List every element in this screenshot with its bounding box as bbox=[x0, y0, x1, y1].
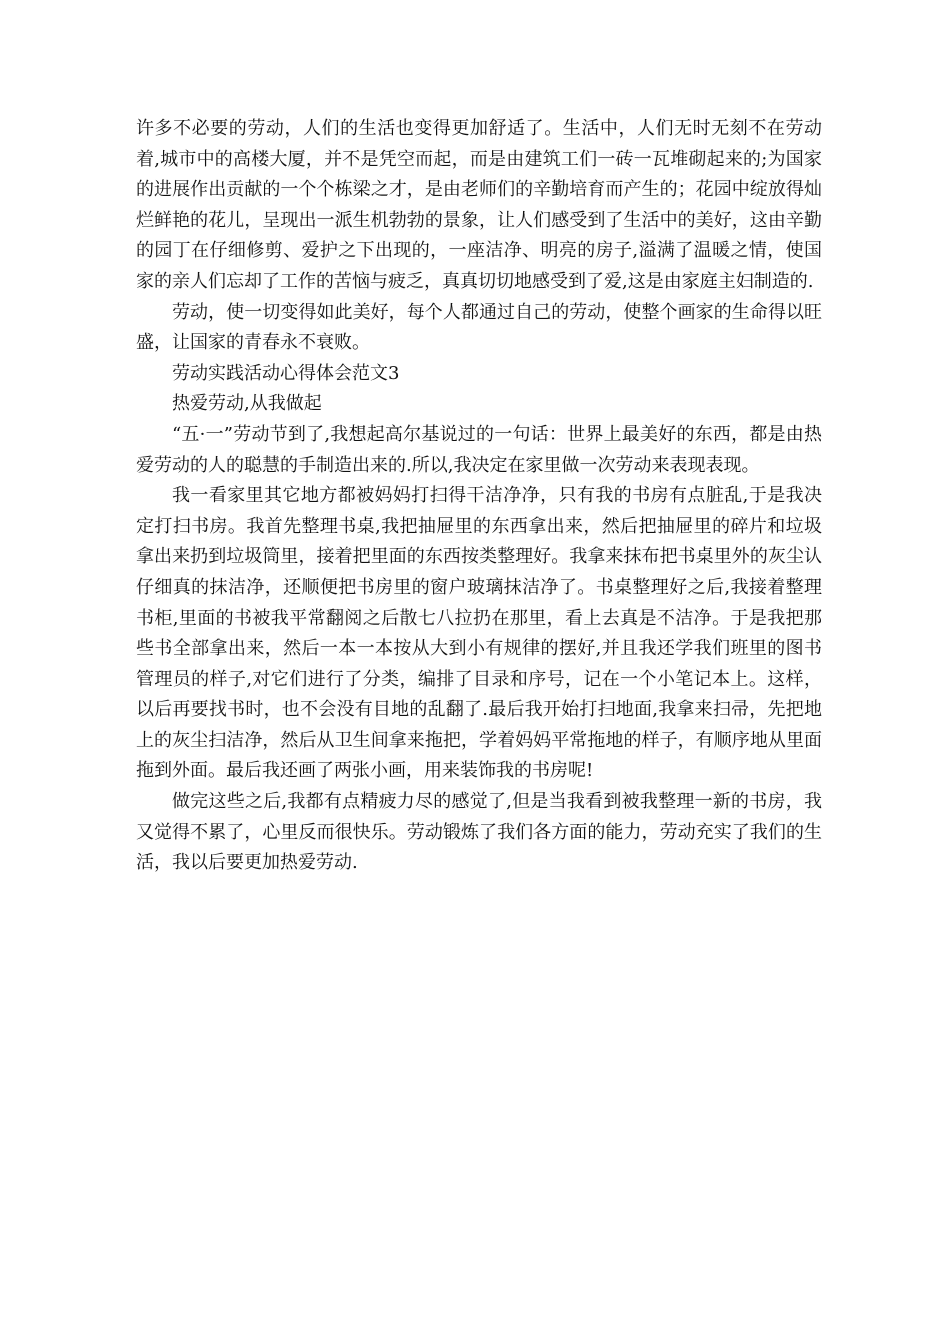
paragraph-cleaning-study: 我一看家里其它地方都被妈妈打扫得干洁净净，只有我的书房有点脏乱,于是我决定打扫书房。我首先整理书桌,我把抽屉里的东西拿出来，然后把抽屉里的碎片和垃圾拿出来扔到垃圾筒里，接着把里面的东西按类整理好。我拿来抹布把书桌里外的灰尘认仔细真的抹洁净，还顺便把书房里的窗户玻璃抹洁净了。书桌整理好之后,我接着整理书柜,里面的书被我平常翻阅之后散七八拉扔在那里，看上去真是不洁净。于是我把那些书全部拿出来，然后一本一本按从大到小有规律的摆好,并且我还学我们班里的图书管理员的样子,对它们进行了分类，编排了目录和序号，记在一个小笔记本上。这样，以后再要找书时，也不会没有目地的乱翻了.最后我开始打扫地面,我拿来扫帚，先把地上的灰尘扫洁净，然后从卫生间拿来拖把，学着妈妈平常拖地的样子，有顺序地从里面拖到外面。最后我还画了两张小画，用来装饰我的书房呢! bbox=[136, 485, 822, 782]
document-page bbox=[136, 114, 822, 879]
paragraph-may-day: “五·一”劳动节到了,我想起高尔基说过的一句话：世界上最美好的东西，都是由热爱劳动的人的聪慧的手制造出来的.所以,我决定在家里做一次劳动来表现表现。 bbox=[136, 423, 822, 476]
paragraph-labor-beauty: 劳动，使一切变得如此美好，每个人都通过自己的劳动，使整个画家的生命得以旺盛，让国家的青春永不衰败。 bbox=[136, 301, 822, 354]
paragraph-conclusion: 做完这些之后,我都有点精疲力尽的感觉了,但是当我看到被我整理一新的书房，我又觉得不累了，心里反而很快乐。劳动锻炼了我们各方面的能力，劳动充实了我们的生活，我以后要更加热爱劳动. bbox=[136, 791, 822, 874]
essay-title: 劳动实践活动心得体会范文3 bbox=[172, 362, 400, 384]
paragraph-labor-benefits: 许多不必要的劳动，人们的生活也变得更加舒适了。生活中，人们无时无刻不在劳动着,城市中的高楼大厦，并不是凭空而起，而是由建筑工们一砖一瓦堆砌起来的;为国家的进展作出贡献的一个个栋梁之才，是由老师们的辛勤培育而产生的；花园中绽放得灿烂鲜艳的花儿，呈现出一派生机勃勃的景象，让人们感受到了生活中的美好，这由辛勤的园丁在仔细修剪、爱护之下出现的，一座洁净、明亮的房子,溢满了温暖之情，使国家的亲人们忘却了工作的苦恼与疲乏，真真切切地感受到了爱,这是由家庭主妇制造的. bbox=[136, 118, 822, 292]
essay-subtitle: 热爱劳动,从我做起 bbox=[172, 393, 322, 415]
